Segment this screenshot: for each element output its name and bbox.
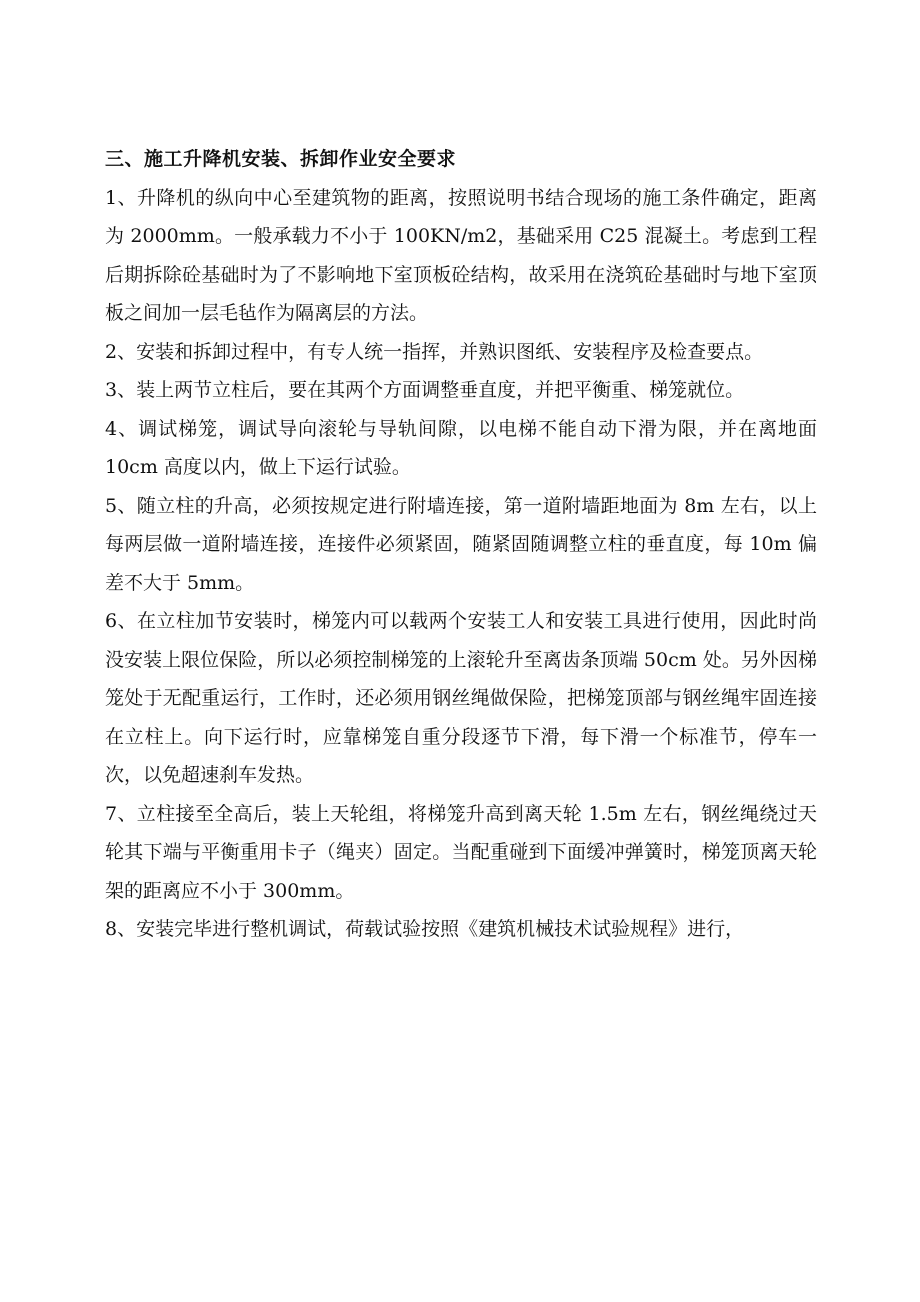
paragraph-8: 8、安装完毕进行整机调试，荷载试验按照《建筑机械技术试验规程》进行，: [105, 918, 745, 940]
paragraph-7: 7、立柱接至全高后，装上天轮组，将梯笼升高到离天轮 1.5m 左右，钢丝绳绕过天轮其下端与平衡重用卡子（绳夹）固定。当配重碰到下面缓冲弹簧时，梯笼顶离天轮架的距离应不小于 300mm。: [105, 802, 817, 902]
paragraph-1: 1、升降机的纵向中心至建筑物的距离，按照说明书结合现场的施工条件确定，距离为 2000mm。一般承载力不小于 100KN/m2，基础采用 C25 混凝土。考虑到工程后期拆除砼基础时为了不影响地下室顶板砼结构，故采用在浇筑砼基础时与地下室顶板之间加一层毛毡作为隔离层的方法。: [105, 186, 817, 324]
section-heading: 三、施工升降机安装、拆卸作业安全要求: [105, 148, 457, 170]
paragraph-4: 4、调试梯笼，调试导向滚轮与导轨间隙，以电梯不能自动下滑为限，并在离地面 10cm 高度以内，做上下运行试验。: [105, 417, 817, 478]
paragraph-3: 3、装上两节立柱后，要在其两个方面调整垂直度，并把平衡重、梯笼就位。: [105, 379, 745, 401]
paragraph-5: 5、随立柱的升高，必须按规定进行附墙连接，第一道附墙距地面为 8m 左右，以上每两层做一道附墙连接，连接件必须紧固，随紧固随调整立柱的垂直度，每 10m 偏差不大于 5mm。: [105, 494, 817, 594]
paragraph-2: 2、安装和拆卸过程中，有专人统一指挥，并熟识图纸、安装程序及检查要点。: [105, 340, 764, 363]
paragraph-6: 6、在立柱加节安装时，梯笼内可以载两个安装工人和安装工具进行使用，因此时尚没安装上限位保险，所以必须控制梯笼的上滚轮升至离齿条顶端 50cm 处。另外因梯笼处于无配重运行，工作时，还必须用钢丝绳做保险，把梯笼顶部与钢丝绳牢固连接在立柱上。向下运行时，应靠梯笼自重分段逐节下滑，每下滑一个标准节，停车一次，以免超速刹车发热。: [105, 610, 817, 786]
document-body: [105, 140, 817, 949]
